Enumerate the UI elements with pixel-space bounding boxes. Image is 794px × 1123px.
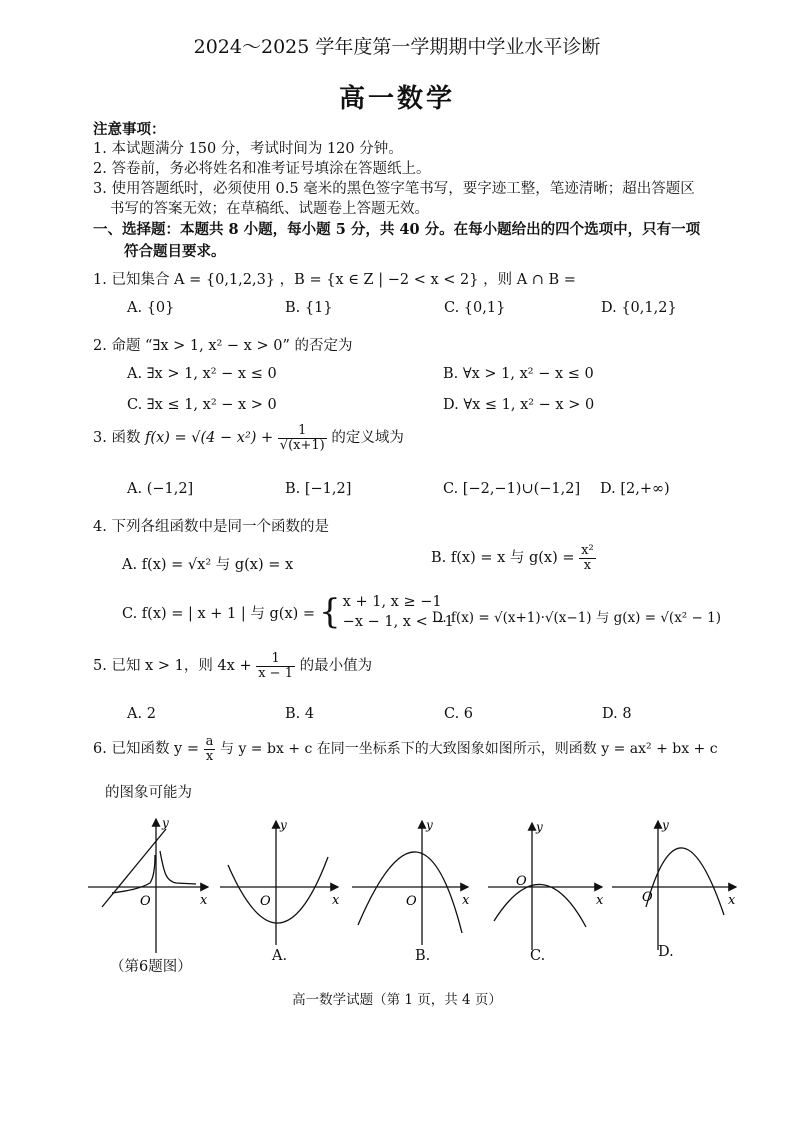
q3-option-c: C. [−2,−1)∪(−1,2] — [443, 481, 581, 497]
q2-option-a: A. ∃x > 1, x² − x ≤ 0 — [127, 366, 277, 382]
q5-option-c: C. 6 — [444, 706, 474, 722]
q6-graph-b — [352, 821, 468, 945]
note-1: 1. 本试题满分 150 分，考试时间为 120 分钟。 — [93, 141, 403, 157]
q4-option-b — [431, 544, 596, 572]
q3-stem-pre: 3. 函数 — [93, 430, 141, 447]
subject-title: 高一数学 — [338, 84, 455, 114]
q3-stem-post: 的定义域为 — [331, 430, 404, 447]
q6-stem-line-2: 的图象可能为 — [105, 785, 192, 801]
q5-option-b: B. 4 — [285, 706, 315, 722]
q4-b-fraction — [579, 544, 596, 572]
exam-title: 2024～2025 学年度第一学期期中学业水平诊断 — [193, 36, 601, 58]
q6-label-a: A. — [272, 948, 288, 964]
q6-fraction — [204, 735, 216, 763]
q6-frac-num: a — [205, 734, 214, 749]
page-footer: 高一数学试题（第 1 页，共 4 页） — [292, 992, 502, 1008]
q1-option-a: A. {0} — [127, 300, 175, 316]
a-x-label: x — [332, 893, 340, 908]
a-y-label: y — [280, 818, 287, 832]
q4-b-left: B. f(x) = x 与 g(x) = — [431, 550, 575, 567]
q3-function-left: f(x) = √(4 − x²) + — [145, 430, 274, 447]
q6-label-b: B. — [415, 948, 431, 964]
q4-stem: 4. 下列各组函数中是同一个函数的是 — [93, 519, 329, 535]
q5-frac-den: x − 1 — [258, 665, 293, 681]
q1-option-d: D. {0,1,2} — [601, 300, 677, 316]
q3-frac-den: √(x+1) — [279, 437, 325, 453]
q6-reference-graph — [88, 819, 208, 953]
q6-graphs — [80, 815, 740, 975]
q2-option-c: C. ∃x ≤ 1, x² − x > 0 — [127, 397, 277, 413]
note-3-line-1: 3. 使用答题纸时，必须使用 0.5 毫米的黑色签字笔书写，要字迹工整，笔迹清晰；超出答题区 — [93, 181, 695, 197]
q3-fraction — [278, 424, 327, 452]
c-origin-label: O — [516, 874, 527, 889]
note-2: 2. 答卷前，务必将姓名和准考证号填涂在答题纸上。 — [93, 161, 431, 177]
q4-option-c — [122, 592, 454, 632]
q6-graph-c — [488, 823, 602, 950]
q6-stem-pre: 6. 已知函数 y = — [93, 741, 200, 758]
q5-stem — [93, 652, 372, 680]
ref-y-label: y — [162, 816, 169, 830]
q3-stem — [93, 424, 404, 452]
q4-option-d: D. f(x) = √(x+1)·√(x−1) 与 g(x) = √(x² − 1) — [432, 610, 721, 626]
q3-option-d: D. [2,+∞) — [600, 481, 670, 497]
section-1-heading-cont: 符合题目要求。 — [124, 243, 226, 260]
q3-option-b: B. [−1,2] — [285, 481, 352, 497]
q5-option-a: A. 2 — [127, 706, 156, 722]
note-3-line-2: 书写的答案无效；在草稿纸、试题卷上答题无效。 — [110, 201, 429, 217]
c-y-label: y — [536, 820, 543, 834]
d-y-label: y — [662, 818, 669, 832]
b-origin-label: O — [406, 894, 417, 909]
b-y-label: y — [426, 818, 433, 832]
d-origin-label: O — [642, 890, 653, 905]
q4-c-case-1: x + 1, x ≥ −1 — [342, 594, 442, 610]
q6-stem — [93, 735, 718, 763]
q4-c-left: C. f(x) = | x + 1 | 与 g(x) = — [122, 605, 316, 622]
d-x-label: x — [728, 893, 736, 908]
q1-option-b: B. {1} — [285, 300, 333, 316]
q6-stem-mid: 与 y = bx + c 在同一坐标系下的大致图象如图所示，则函数 y = ax² + bx + c — [220, 741, 718, 758]
q6-frac-den: x — [205, 748, 214, 764]
q6-label-c: C. — [530, 948, 546, 964]
ref-x-label: x — [200, 893, 208, 908]
q2-stem: 2. 命题 “∃x > 1, x² − x > 0” 的否定为 — [93, 338, 353, 354]
a-origin-label: O — [260, 894, 271, 909]
q4-c-case-2: −x − 1, x < −1 — [342, 614, 454, 630]
q5-frac-num: 1 — [256, 652, 295, 667]
notes-heading: 注意事项： — [93, 121, 166, 138]
q4-b-num: x² — [581, 543, 594, 558]
q5-fraction — [256, 652, 295, 680]
section-1-heading: 一、选择题：本题共 8 小题，每小题 5 分，共 40 分。在每小题给出的四个选项中，只有一项 — [93, 221, 701, 238]
q4-b-den: x — [583, 557, 592, 573]
ref-origin-label: O — [140, 894, 151, 909]
q6-graph-a — [220, 821, 338, 945]
q3-frac-num: 1 — [278, 424, 327, 439]
q5-option-d: D. 8 — [602, 706, 632, 722]
q1-option-c: C. {0,1} — [444, 300, 506, 316]
brace-icon: { — [319, 592, 341, 632]
q6-caption: （第6题图） — [110, 959, 192, 975]
q6-label-d: D. — [658, 944, 674, 960]
q5-stem-post: 的最小值为 — [299, 658, 373, 675]
q4-option-a: A. f(x) = √x² 与 g(x) = x — [122, 557, 294, 573]
b-x-label: x — [462, 893, 470, 908]
q5-stem-pre: 5. 已知 x > 1，则 4x + — [93, 658, 252, 675]
q2-option-b: B. ∀x > 1, x² − x ≤ 0 — [443, 366, 594, 382]
q1-stem: 1. 已知集合 A = {0,1,2,3} ，B = {x ∈ Z | −2 < x < 2} ，则 A ∩ B = — [93, 272, 576, 288]
q2-option-d: D. ∀x ≤ 1, x² − x > 0 — [443, 397, 595, 413]
q3-option-a: A. (−1,2] — [127, 481, 194, 497]
q6-graph-d — [612, 821, 736, 950]
c-x-label: x — [596, 893, 604, 908]
